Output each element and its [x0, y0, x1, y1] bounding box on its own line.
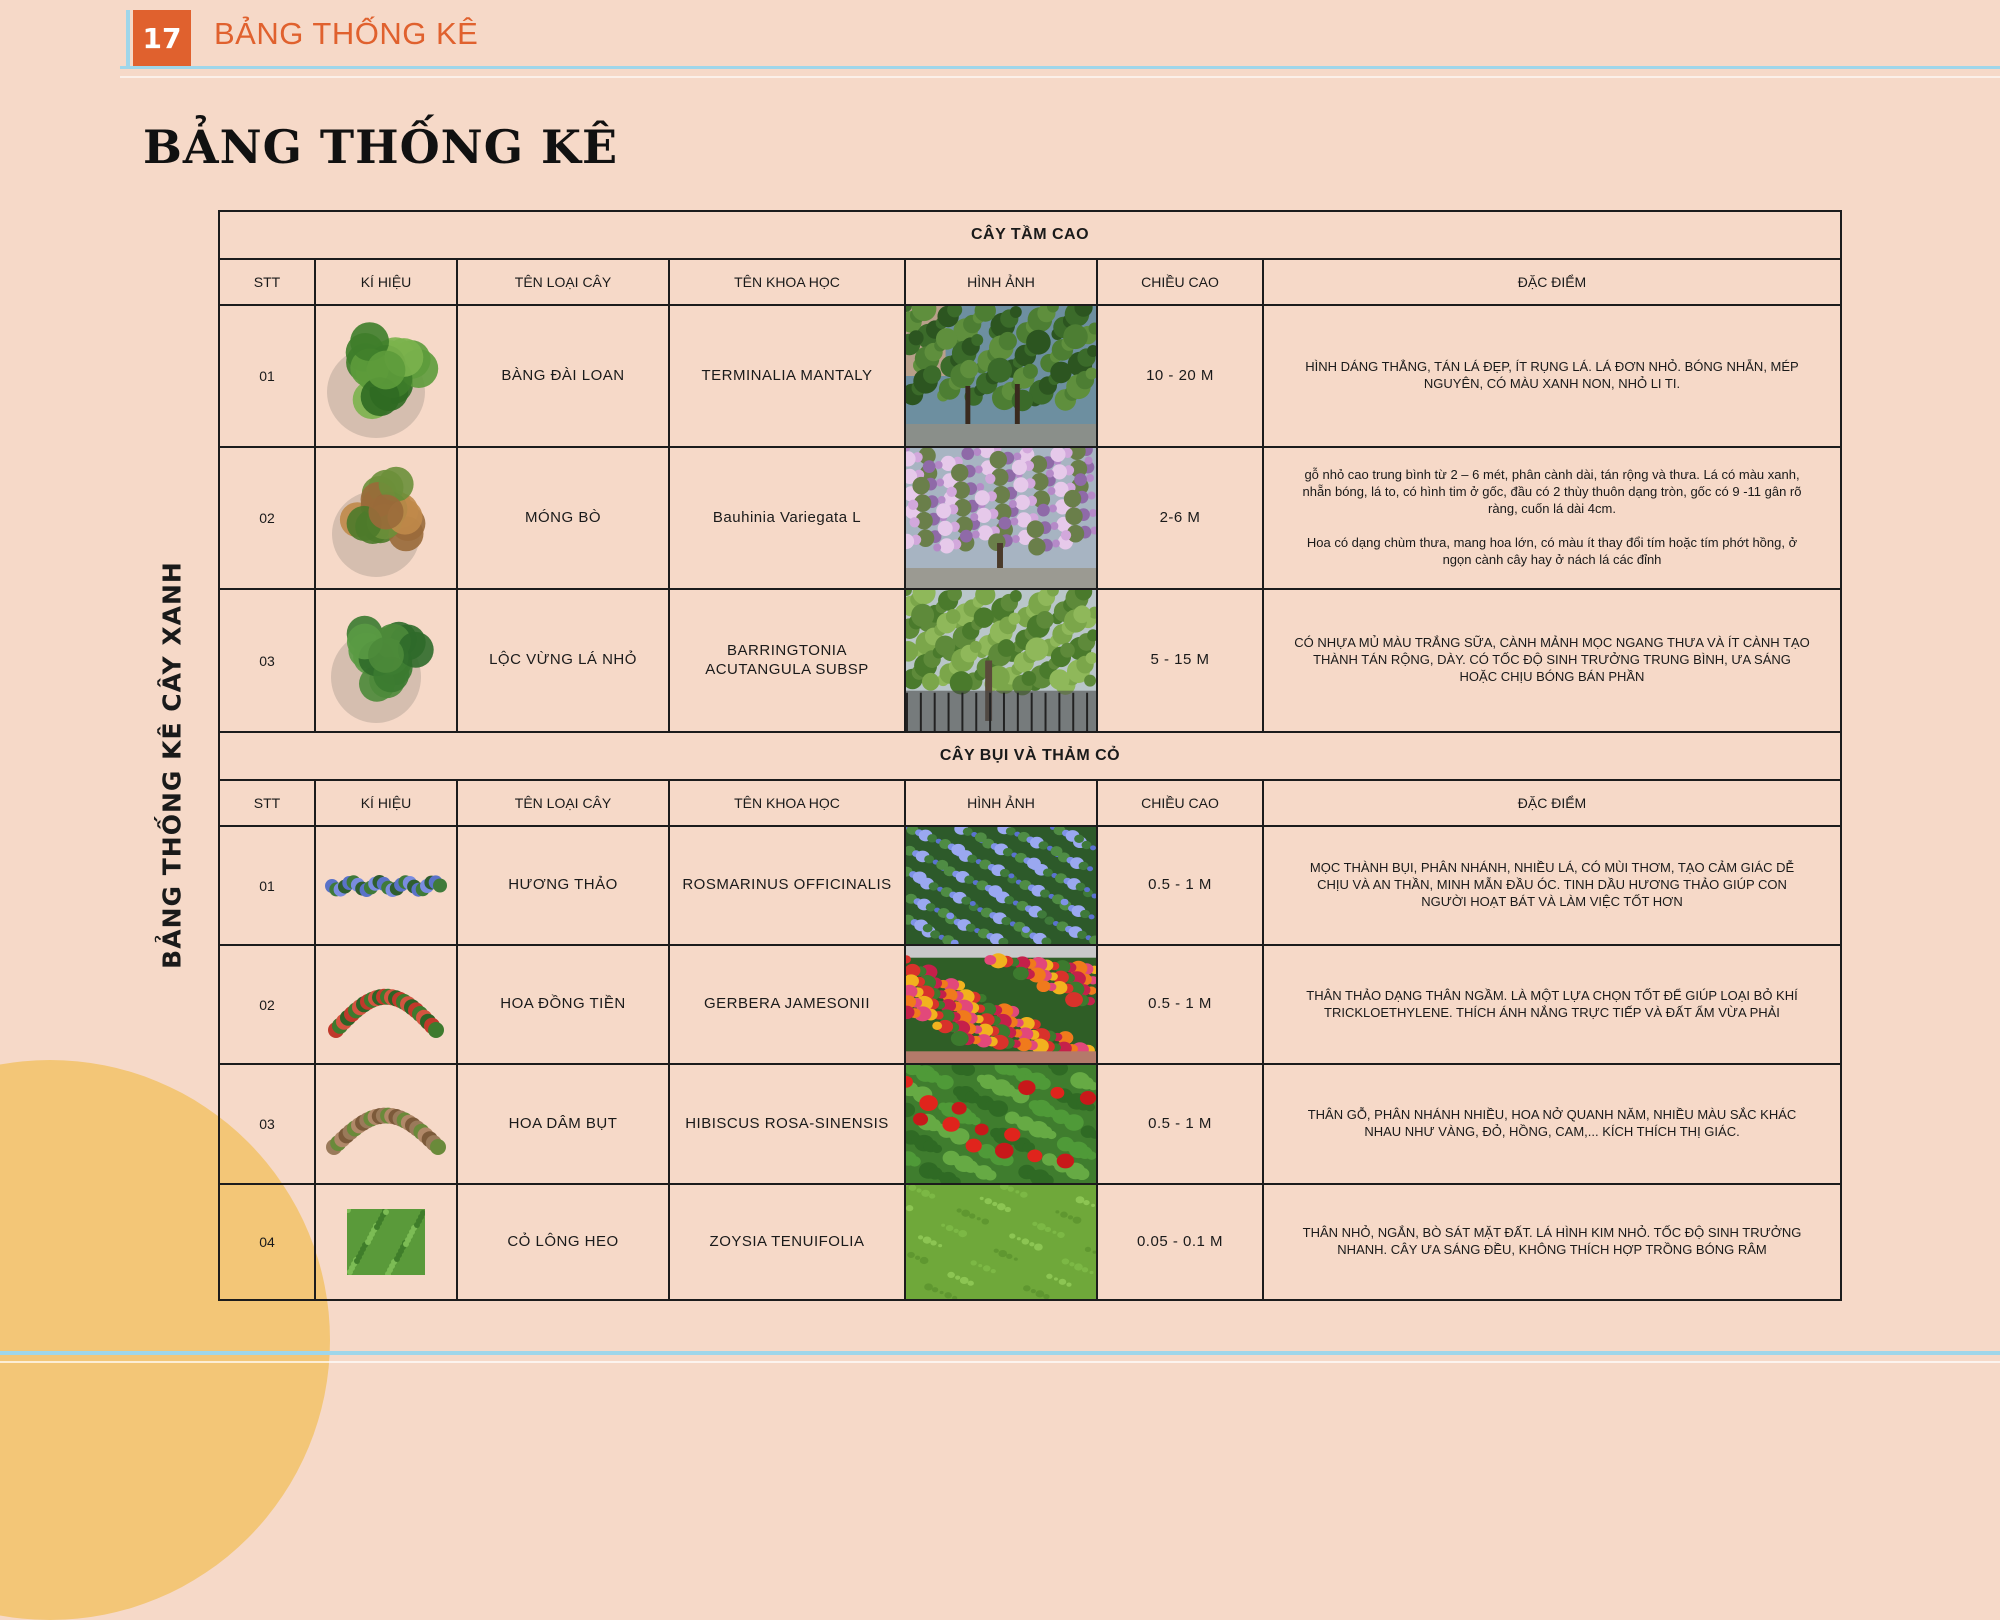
- rosemary-hedge-icon: [316, 866, 456, 906]
- plant-name: HƯƠNG THẢO: [457, 826, 669, 945]
- scientific-name: ROSMARINUS OFFICINALIS: [669, 826, 905, 945]
- plant-statistics-table: [218, 210, 1842, 1301]
- plant-photo-cell: [905, 1064, 1097, 1184]
- orchid-tree-photo: [906, 448, 1096, 588]
- page-title: BẢNG THỐNG KÊ: [143, 120, 619, 174]
- tree-canopy-icon: [316, 310, 456, 442]
- plant-height: 2-6 M: [1097, 447, 1263, 589]
- top-divider-light: [120, 76, 2000, 78]
- scientific-name: HIBISCUS ROSA-SINENSIS: [669, 1064, 905, 1184]
- header-accent-bar: [126, 10, 130, 66]
- column-header-scientific: TÊN KHOA HỌC: [669, 259, 905, 305]
- plant-photo-cell: [905, 305, 1097, 447]
- plant-photo-cell: [905, 1184, 1097, 1300]
- flowering-tree-canopy-icon: [316, 455, 456, 581]
- plant-features: gỗ nhỏ cao trung bình từ 2 – 6 mét, phân cành dài, tán rộng và thưa. Lá có màu xanh, nhẵn bóng, lá to, có hình tim ở gốc, đầu có 2 thùy thuôn dạng tròn, gốc có 9 -11 gân rõ ràng, cuốn lá dài 4cm. Hoa có dạng chùm thưa, mang hoa lớn, có màu ít thay đổi tím hoặc tím phớt hồng, ở ngọn cành cây hay ở nách lá các đỉnh: [1263, 447, 1841, 589]
- scientific-name: Bauhinia Variegata L: [669, 447, 905, 589]
- row-number: 04: [219, 1184, 315, 1300]
- plant-features: HÌNH DÁNG THẲNG, TÁN LÁ ĐẸP, ÍT RỤNG LÁ. LÁ ĐƠN NHỎ. BÓNG NHẴN, MÉP NGUYÊN, CÓ MÀU XANH NON, NHỎ LI TI.: [1263, 305, 1841, 447]
- row-number: 02: [219, 945, 315, 1064]
- plant-name: MÓNG BÒ: [457, 447, 669, 589]
- plant-features: THÂN THẢO DẠNG THÂN NGẦM. LÀ MỘT LỰA CHỌN TỐT ĐỂ GIÚP LOẠI BỎ KHÍ TRICKLOETHYLENE. THÍCH ÁNH NẮNG TRỰC TIẾP VÀ ĐẤT ẨM VỪA PHẢI: [1263, 945, 1841, 1064]
- table-row: [219, 945, 1841, 1064]
- barringtonia-tree-photo: [906, 590, 1096, 731]
- plant-features: THÂN GỖ, PHÂN NHÁNH NHIỀU, HOA NỞ QUANH NĂM, NHIỀU MÀU SẮC KHÁC NHAU NHƯ VÀNG, ĐỎ, HỒNG, CAM,... KÍCH THÍCH THỊ GIÁC.: [1263, 1064, 1841, 1184]
- column-header-stt: STT: [219, 259, 315, 305]
- gerbera-photo: [906, 946, 1096, 1063]
- section-title: CÂY BỤI VÀ THẢM CỎ: [219, 732, 1841, 780]
- column-header-height: CHIỀU CAO: [1097, 259, 1263, 305]
- header-title: BẢNG THỐNG KÊ: [214, 16, 479, 51]
- plant-symbol-cell: [315, 447, 457, 589]
- zoysia-grass-photo: [906, 1185, 1096, 1299]
- section-title-row: [219, 732, 1841, 780]
- column-header-row: [219, 780, 1841, 826]
- rosemary-photo: [906, 827, 1096, 944]
- plant-features: CÓ NHỰA MỦ MÀU TRẮNG SỮA, CÀNH MẢNH MỌC NGANG THƯA VÀ ÍT CÀNH TẠO THÀNH TÁN RỘNG, DÀY. CÓ TỐC ĐỘ SINH TRƯỞNG TRUNG BÌNH, ƯA SÁNG HOẶC CHỊU BÓNG BÁN PHẦN: [1263, 589, 1841, 732]
- plant-name: BÀNG ĐÀI LOAN: [457, 305, 669, 447]
- round-tree-canopy-icon: [316, 595, 456, 727]
- plant-symbol-cell: [315, 1064, 457, 1184]
- column-header-row: [219, 259, 1841, 305]
- vertical-side-title: BẢNG THỐNG KÊ CÂY XANH: [157, 561, 187, 969]
- plant-symbol-cell: [315, 945, 457, 1064]
- column-header-symbol: KÍ HIỆU: [315, 780, 457, 826]
- row-number: 03: [219, 1064, 315, 1184]
- plant-name: HOA ĐỒNG TIỀN: [457, 945, 669, 1064]
- column-header-stt: STT: [219, 780, 315, 826]
- bottom-divider-light: [0, 1361, 2000, 1363]
- plant-height: 5 - 15 M: [1097, 589, 1263, 732]
- column-header-name: TÊN LOẠI CÂY: [457, 259, 669, 305]
- column-header-features: ĐẶC ĐIỂM: [1263, 780, 1841, 826]
- column-header-image: HÌNH ẢNH: [905, 780, 1097, 826]
- row-number: 01: [219, 305, 315, 447]
- plant-height: 0.5 - 1 M: [1097, 945, 1263, 1064]
- plant-photo-cell: [905, 826, 1097, 945]
- table-row: [219, 1064, 1841, 1184]
- row-number: 01: [219, 826, 315, 945]
- table-row: [219, 447, 1841, 589]
- section-title-row: [219, 211, 1841, 259]
- top-divider: [120, 66, 2000, 69]
- table-row: [219, 589, 1841, 732]
- plant-symbol-cell: [315, 1184, 457, 1300]
- hibiscus-hedge-icon: [316, 1089, 456, 1159]
- bottom-divider: [0, 1351, 2000, 1355]
- plant-height: 0.5 - 1 M: [1097, 826, 1263, 945]
- plant-symbol-cell: [315, 305, 457, 447]
- column-header-image: HÌNH ẢNH: [905, 259, 1097, 305]
- scientific-name: ZOYSIA TENUIFOLIA: [669, 1184, 905, 1300]
- column-header-features: ĐẶC ĐIỂM: [1263, 259, 1841, 305]
- plant-height: 10 - 20 M: [1097, 305, 1263, 447]
- plant-name: LỘC VỪNG LÁ NHỎ: [457, 589, 669, 732]
- table-row: [219, 826, 1841, 945]
- hibiscus-photo: [906, 1065, 1096, 1183]
- column-header-scientific: TÊN KHOA HỌC: [669, 780, 905, 826]
- plant-photo-cell: [905, 589, 1097, 732]
- scientific-name: TERMINALIA MANTALY: [669, 305, 905, 447]
- page-number-badge: 17: [133, 10, 191, 66]
- grass-patch-icon: [316, 1209, 456, 1275]
- table-row: [219, 305, 1841, 447]
- plant-height: 0.05 - 0.1 M: [1097, 1184, 1263, 1300]
- tropical-almond-tree-photo: [906, 306, 1096, 446]
- table-row: [219, 1184, 1841, 1300]
- scientific-name: BARRINGTONIA ACUTANGULA SUBSP: [669, 589, 905, 732]
- column-header-name: TÊN LOẠI CÂY: [457, 780, 669, 826]
- plant-name: HOA DÂM BỤT: [457, 1064, 669, 1184]
- column-header-height: CHIỀU CAO: [1097, 780, 1263, 826]
- section-title: CÂY TẦM CAO: [219, 211, 1841, 259]
- plant-features: MỌC THÀNH BỤI, PHÂN NHÁNH, NHIỀU LÁ, CÓ MÙI THƠM, TẠO CẢM GIÁC DỄ CHỊU VÀ AN THẦN, MINH MẪN ĐẦU ÓC. TINH DẦU HƯƠNG THẢO GIÚP CON NGƯỜI HOẠT BÁT VÀ LÀM VIỆC TỐT HƠN: [1263, 826, 1841, 945]
- gerbera-hedge-icon: [316, 968, 456, 1042]
- plant-symbol-cell: [315, 826, 457, 945]
- row-number: 03: [219, 589, 315, 732]
- plant-name: CỎ LÔNG HEO: [457, 1184, 669, 1300]
- plant-symbol-cell: [315, 589, 457, 732]
- scientific-name: GERBERA JAMESONII: [669, 945, 905, 1064]
- plant-photo-cell: [905, 945, 1097, 1064]
- column-header-symbol: KÍ HIỆU: [315, 259, 457, 305]
- plant-photo-cell: [905, 447, 1097, 589]
- plant-height: 0.5 - 1 M: [1097, 1064, 1263, 1184]
- plant-features: THÂN NHỎ, NGẮN, BÒ SÁT MẶT ĐẤT. LÁ HÌNH KIM NHỎ. TỐC ĐỘ SINH TRƯỞNG NHANH. CÂY ƯA SÁNG ĐỀU, KHÔNG THÍCH HỢP TRỒNG BÓNG RÂM: [1263, 1184, 1841, 1300]
- row-number: 02: [219, 447, 315, 589]
